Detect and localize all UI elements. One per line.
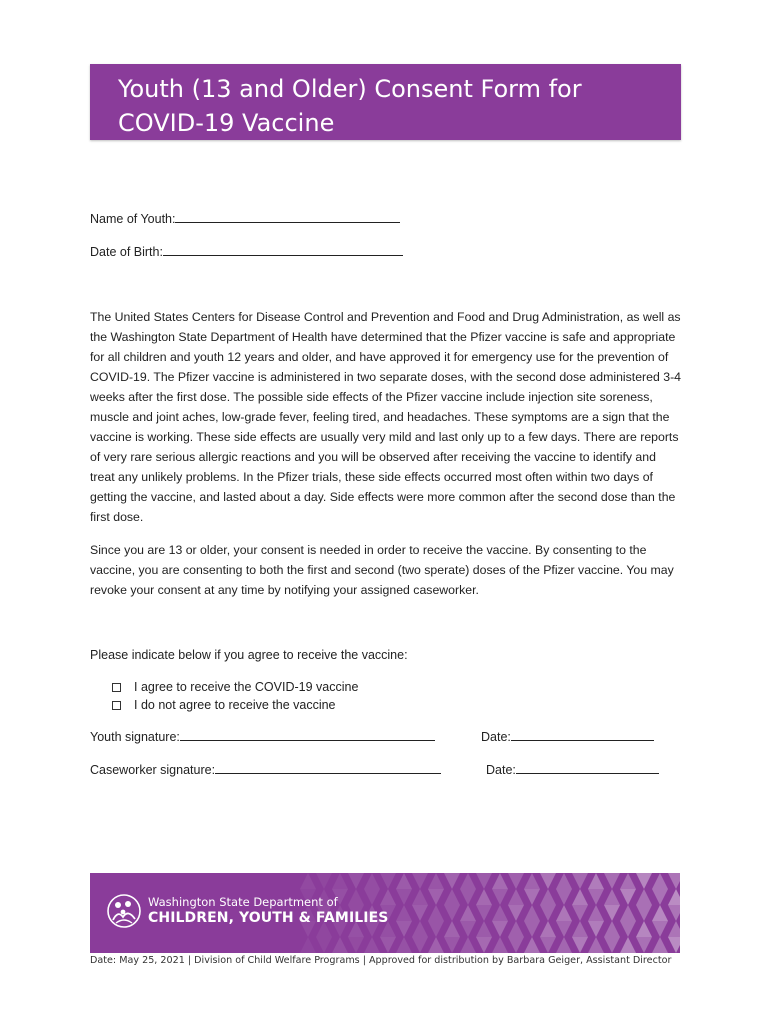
pattern-triangle bbox=[508, 937, 524, 953]
pattern-triangle bbox=[460, 889, 476, 905]
pattern-triangle bbox=[316, 873, 332, 889]
pattern-triangle bbox=[396, 921, 412, 937]
pattern-triangle bbox=[572, 905, 588, 921]
pattern-triangle bbox=[332, 937, 348, 953]
pattern-triangle bbox=[460, 921, 476, 937]
date-of-birth-blank[interactable] bbox=[163, 243, 403, 256]
consent-prompt: Please indicate below if you agree to receive the vaccine: bbox=[90, 648, 408, 662]
agree-option[interactable] bbox=[112, 680, 358, 694]
youth-date-field bbox=[481, 728, 654, 744]
caseworker-date-blank[interactable] bbox=[516, 761, 659, 774]
pattern-triangle bbox=[508, 873, 524, 889]
pattern-triangle bbox=[460, 905, 476, 921]
youth-date-blank[interactable] bbox=[511, 728, 654, 741]
caseworker-date-field bbox=[486, 761, 659, 777]
pattern-triangle bbox=[572, 937, 588, 953]
name-of-youth-field bbox=[90, 210, 400, 226]
pattern-triangle bbox=[428, 921, 444, 937]
pattern-triangle bbox=[556, 905, 572, 921]
footer-banner bbox=[90, 873, 680, 953]
pattern-triangle bbox=[652, 921, 668, 937]
name-of-youth-blank[interactable] bbox=[175, 210, 400, 223]
pattern-triangle bbox=[604, 921, 620, 937]
dcyf-logo bbox=[106, 893, 388, 929]
org-line-1: Washington State Department of bbox=[148, 895, 338, 909]
pattern-triangle bbox=[556, 873, 572, 889]
consent-info-paragraph: Since you are 13 or older, your consent is needed in order to receive the vaccine. By consenting to the vaccine, you are consenting to both the first and second (two sperate) doses of the Pfizer vaccine. You may revoke your consent at any time by notifying your assigned caseworker. bbox=[90, 543, 674, 597]
pattern-triangle bbox=[604, 905, 620, 921]
pattern-triangle bbox=[588, 905, 604, 921]
pattern-triangle bbox=[636, 873, 652, 889]
pattern-triangle bbox=[572, 873, 588, 889]
pattern-triangle bbox=[508, 921, 524, 937]
caseworker-signature-blank[interactable] bbox=[215, 761, 441, 774]
pattern-triangle bbox=[492, 873, 508, 889]
pattern-triangle bbox=[396, 889, 412, 905]
pattern-triangle bbox=[444, 889, 460, 905]
disagree-option-label: I do not agree to receive the vaccine bbox=[134, 698, 336, 712]
pattern-triangle bbox=[428, 937, 444, 953]
pattern-triangle bbox=[460, 937, 476, 953]
pattern-triangle bbox=[524, 905, 540, 921]
date-of-birth-field bbox=[90, 243, 403, 259]
pattern-triangle bbox=[588, 873, 604, 889]
header-banner bbox=[90, 64, 681, 140]
pattern-triangle bbox=[588, 921, 604, 937]
agree-checkbox[interactable] bbox=[112, 683, 121, 692]
pattern-triangle bbox=[428, 889, 444, 905]
pattern-triangle bbox=[620, 905, 636, 921]
pattern-triangle bbox=[428, 905, 444, 921]
pattern-triangle bbox=[620, 889, 636, 905]
name-of-youth-label: Name of Youth: bbox=[90, 212, 176, 226]
pattern-triangle bbox=[540, 921, 556, 937]
agree-option-label: I agree to receive the COVID-19 vaccine bbox=[134, 680, 359, 694]
pattern-triangle bbox=[396, 905, 412, 921]
pattern-triangle bbox=[300, 937, 316, 953]
pattern-triangle bbox=[396, 937, 412, 953]
caseworker-signature-label: Caseworker signature: bbox=[90, 763, 216, 777]
org-line-2: CHILDREN, YOUTH & FAMILIES bbox=[148, 910, 389, 926]
pattern-triangle bbox=[588, 889, 604, 905]
pattern-triangle bbox=[540, 937, 556, 953]
pattern-triangle bbox=[492, 937, 508, 953]
pattern-triangle bbox=[636, 889, 652, 905]
youth-date-label: Date: bbox=[481, 730, 511, 744]
pattern-triangle bbox=[540, 889, 556, 905]
pattern-triangle bbox=[412, 873, 428, 889]
pattern-triangle bbox=[476, 921, 492, 937]
pattern-triangle bbox=[412, 905, 428, 921]
disagree-checkbox[interactable] bbox=[112, 701, 121, 710]
pattern-triangle bbox=[412, 937, 428, 953]
pattern-triangle bbox=[380, 937, 396, 953]
pattern-triangle bbox=[668, 889, 680, 905]
pattern-triangle bbox=[652, 937, 668, 953]
pattern-triangle bbox=[380, 873, 396, 889]
pattern-triangle bbox=[524, 873, 540, 889]
pattern-triangle bbox=[636, 921, 652, 937]
vaccine-info-paragraph: The United States Centers for Disease Control and Prevention and Food and Drug Administration, as well as the Washington State Department of Health have determined that the Pfizer vaccine is safe and appropriate for all children and youth 12 years and older, and have approved it for emergency use for the prevention of COVID-19. The Pfizer vaccine is administered in two separate doses, with the second dose administered 3-4 weeks after the first dose. The possible side effects of the Pfizer vaccine include injection site soreness, muscle and joint aches, low-grade fever, feeling tired, and headaches. These symptoms are a sign that the vaccine is working. These side effects are usually very mild and last only up to a few days. There are reports of very rare serious allergic reactions and you will be observed after receiving the vaccine to identify and treat any unlikely problems. In the Pfizer trials, these side effects occurred most often within two days of getting the vaccine, and lasted about a day. Side effects were more common after the second dose than the first dose. bbox=[90, 310, 682, 524]
form-title: Youth (13 and Older) Consent Form for COVID-19 Vaccine bbox=[118, 75, 582, 137]
pattern-triangle bbox=[556, 937, 572, 953]
pattern-triangle bbox=[668, 873, 680, 889]
pattern-triangle bbox=[668, 937, 680, 953]
pattern-triangle bbox=[412, 889, 428, 905]
pattern-triangle bbox=[652, 873, 668, 889]
pattern-triangle bbox=[300, 873, 316, 889]
pattern-triangle bbox=[556, 921, 572, 937]
pattern-triangle bbox=[636, 905, 652, 921]
pattern-triangle bbox=[316, 937, 332, 953]
pattern-triangle bbox=[348, 873, 364, 889]
pattern-triangle bbox=[668, 921, 680, 937]
pattern-triangle bbox=[444, 905, 460, 921]
disagree-option[interactable] bbox=[112, 698, 336, 712]
pattern-triangle bbox=[476, 889, 492, 905]
pattern-triangle bbox=[492, 905, 508, 921]
pattern-triangle bbox=[476, 937, 492, 953]
pattern-triangle bbox=[476, 873, 492, 889]
pattern-triangle bbox=[636, 937, 652, 953]
pattern-triangle bbox=[604, 937, 620, 953]
pattern-triangle bbox=[444, 937, 460, 953]
pattern-triangle bbox=[524, 937, 540, 953]
youth-signature-blank[interactable] bbox=[180, 728, 435, 741]
pattern-triangle bbox=[364, 937, 380, 953]
pattern-triangle bbox=[588, 937, 604, 953]
pattern-triangle bbox=[572, 921, 588, 937]
pattern-triangle bbox=[572, 889, 588, 905]
pattern-triangle bbox=[620, 873, 636, 889]
pattern-triangle bbox=[492, 921, 508, 937]
pattern-triangle bbox=[348, 937, 364, 953]
pattern-triangle bbox=[364, 873, 380, 889]
pattern-triangle bbox=[556, 889, 572, 905]
caseworker-signature-field bbox=[90, 761, 441, 777]
pattern-triangle bbox=[524, 889, 540, 905]
pattern-triangle bbox=[604, 889, 620, 905]
caseworker-date-label: Date: bbox=[486, 763, 516, 777]
pattern-triangle bbox=[428, 873, 444, 889]
date-of-birth-label: Date of Birth: bbox=[90, 245, 163, 259]
pattern-triangle bbox=[540, 905, 556, 921]
pattern-triangle bbox=[412, 921, 428, 937]
pattern-triangle bbox=[652, 905, 668, 921]
pattern-triangle bbox=[620, 937, 636, 953]
pattern-triangle bbox=[460, 873, 476, 889]
pattern-triangle bbox=[396, 873, 412, 889]
pattern-triangle bbox=[508, 889, 524, 905]
youth-signature-field bbox=[90, 728, 435, 744]
pattern-triangle bbox=[652, 889, 668, 905]
pattern-triangle bbox=[444, 921, 460, 937]
pattern-triangle bbox=[540, 873, 556, 889]
pattern-triangle bbox=[492, 889, 508, 905]
youth-signature-label: Youth signature: bbox=[90, 730, 180, 744]
pattern-triangle bbox=[668, 905, 680, 921]
pattern-triangle bbox=[524, 921, 540, 937]
pattern-triangle bbox=[444, 873, 460, 889]
pattern-triangle bbox=[604, 873, 620, 889]
pattern-triangle bbox=[476, 905, 492, 921]
pattern-triangle bbox=[620, 921, 636, 937]
dcyf-emblem-icon bbox=[106, 893, 142, 929]
footer-note: Date: May 25, 2021 | Division of Child Welfare Programs | Approved for distribution by Barbara Geiger, Assistant Director bbox=[90, 955, 672, 966]
pattern-triangle bbox=[332, 873, 348, 889]
pattern-triangle bbox=[508, 905, 524, 921]
